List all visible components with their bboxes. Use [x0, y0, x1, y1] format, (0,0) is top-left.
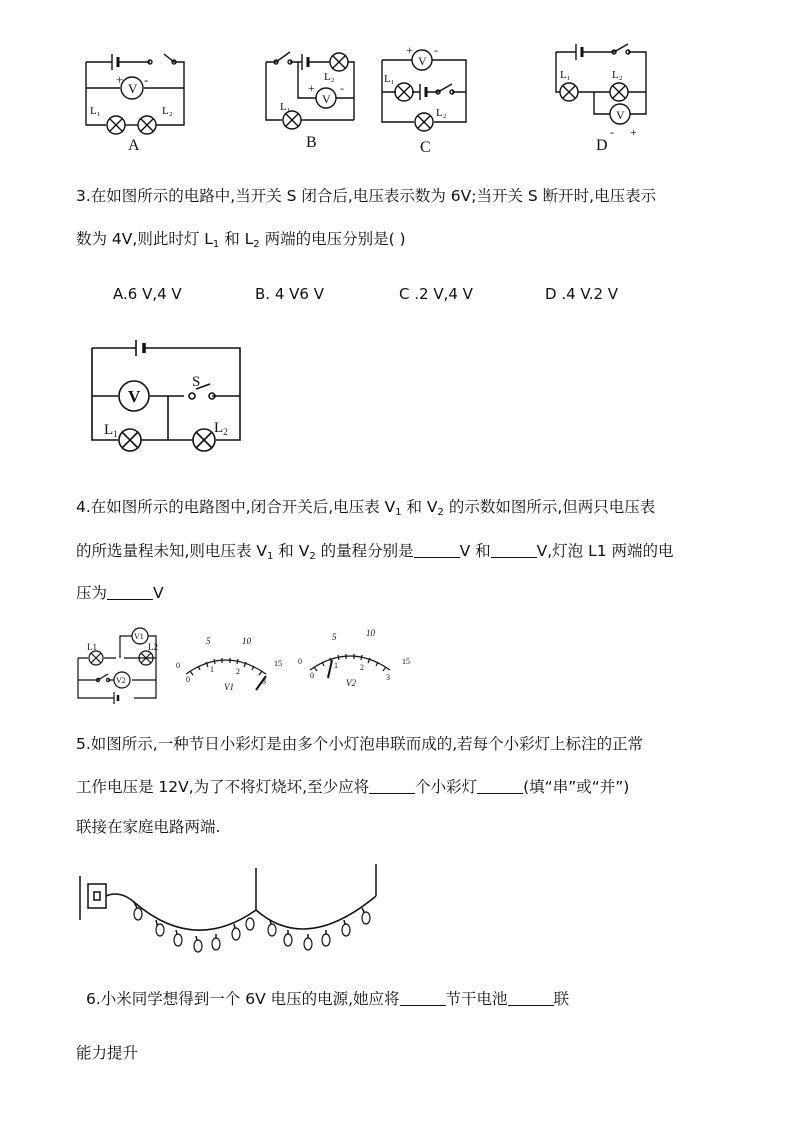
svg-text:15: 15 [274, 659, 282, 668]
figure-B-label: B [306, 134, 317, 151]
svg-text:2: 2 [360, 663, 364, 672]
svg-text:V: V [616, 108, 625, 122]
question-4-line-1: 4.在如图所示的电路图中,闭合开关后,电压表 $V_1$ 和 $V_2$ 的示数如图所示,但两只电压表 [76, 498, 656, 518]
svg-text:L₁: L₁ [90, 105, 101, 117]
question-5-line-1: 5.如图所示,一种节日小彩灯是由多个小灯泡串联而成的,若每个小彩灯上标注的正常 [76, 735, 644, 753]
meter-v1 [178, 632, 288, 694]
svg-text:-: - [340, 81, 344, 95]
voltmeter-label: V [128, 81, 138, 96]
q4-blank-3[interactable] [107, 585, 153, 600]
meter-v2 [298, 624, 417, 690]
q4-blank-1[interactable] [414, 543, 460, 558]
svg-text:-: - [144, 72, 149, 87]
svg-text:L₂: L₂ [436, 107, 447, 119]
string-lights-illustration [76, 862, 386, 957]
question-5-line-3: 联接在家庭电路两端. [76, 818, 221, 836]
svg-text:5: 5 [332, 632, 337, 642]
svg-text:15: 15 [402, 657, 410, 666]
svg-text:5: 5 [206, 636, 211, 646]
figure-A-label: A [128, 137, 140, 154]
svg-text:1: 1 [210, 665, 214, 674]
q3-option-a[interactable]: A.6 V,4 V [113, 285, 182, 303]
svg-text:+: + [308, 81, 315, 95]
question-6-text: 6.小米同学想得到一个 6V 电压的电源,她应将 节干电池 联 [86, 990, 570, 1008]
svg-text:0: 0 [186, 675, 190, 684]
figure-D-label: D [596, 137, 608, 154]
q3-option-d[interactable]: D .4 V.2 V [545, 285, 619, 303]
question-4-line-2: 的所选量程未知,则电压表 $V_1$ 和 $V_2$ 的量程分别是 V 和 V,灯泡 L1 两端的电 [76, 542, 674, 562]
svg-text:L₁: L₁ [280, 101, 291, 113]
q3-circuit-diagram [88, 340, 248, 460]
q3-l2-label: $L_2$ [214, 420, 228, 437]
q6-blank-2[interactable] [508, 991, 554, 1006]
meter-v1-zero-top: 0 [176, 661, 180, 670]
svg-text:L₁: L₁ [560, 69, 571, 81]
svg-text:1: 1 [334, 661, 338, 670]
q4-circuit-diagram [74, 628, 174, 708]
circuit-figure-C [378, 40, 478, 160]
question-3-line-1: 3.在如图所示的电路中,当开关 S 闭合后,电压表示数为 6V;当开关 S 断开时,电压表示 [76, 187, 657, 205]
q3-option-b[interactable]: B. 4 V6 V [255, 285, 324, 303]
meter-v2-zero-top: 0 [298, 657, 302, 666]
q4-l1-label: L1 [87, 642, 97, 652]
svg-text:L₁: L₁ [384, 73, 395, 85]
q3-voltmeter-label: V [128, 387, 141, 406]
q6-blank-1[interactable] [400, 991, 446, 1006]
question-5-line-2: 工作电压是 12V,为了不将灯烧坏,至少应将 个小彩灯 (填“串”或“并”) [76, 778, 630, 796]
svg-text:V: V [418, 54, 427, 68]
circuit-figure-B [262, 40, 372, 155]
q3-option-c[interactable]: C .2 V,4 V [399, 285, 473, 303]
figure-C-label: C [420, 139, 431, 156]
svg-text:10: 10 [366, 628, 375, 638]
svg-text:3: 3 [262, 677, 266, 686]
q4-l2-label: L2 [148, 642, 158, 652]
question-4-line-3: 压为 V [76, 584, 164, 602]
question-3-line-2: 数为 4V,则此时灯 $L_1$ 和 $L_2$ 两端的电压分别是( ) [76, 230, 406, 250]
svg-text:+: + [406, 43, 413, 57]
q3-l1-label: $L_1$ [104, 422, 118, 439]
svg-text:L₂: L₂ [612, 69, 623, 81]
svg-text:+: + [116, 72, 124, 87]
section-title: 能力提升 [76, 1044, 139, 1062]
q4-v2-label: V2 [116, 676, 126, 685]
svg-text:0: 0 [310, 671, 314, 680]
svg-text:L₂: L₂ [162, 105, 173, 117]
meter-v2-label: V2 [346, 678, 356, 688]
svg-text:-: - [610, 125, 614, 139]
svg-text:L₂: L₂ [324, 71, 335, 83]
circuit-figure-A [80, 40, 190, 155]
meter-v1-label: V1 [224, 682, 234, 692]
svg-text:+: + [630, 125, 637, 139]
svg-text:10: 10 [242, 636, 251, 646]
circuit-figure-D [552, 40, 662, 155]
q5-blank-2[interactable] [477, 779, 523, 794]
q4-v1-label: V1 [134, 632, 144, 641]
svg-text:3: 3 [386, 673, 390, 682]
q5-blank-1[interactable] [369, 779, 415, 794]
q4-blank-2[interactable] [491, 543, 537, 558]
svg-text:-: - [434, 43, 438, 57]
q3-switch-label: S [192, 374, 201, 390]
svg-text:V: V [322, 92, 331, 106]
svg-text:2: 2 [236, 667, 240, 676]
